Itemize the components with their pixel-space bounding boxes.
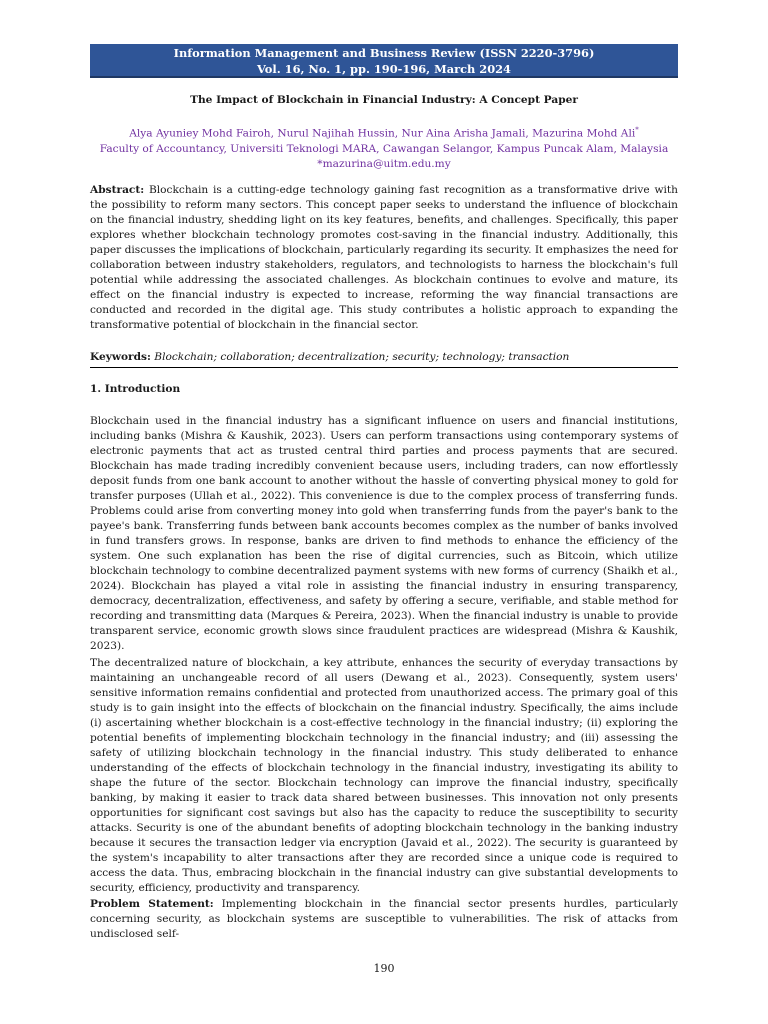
corresponding-author-mark: * — [635, 126, 639, 134]
journal-header — [90, 44, 678, 78]
section-heading: 1. Introduction — [90, 383, 181, 395]
author-list — [90, 123, 678, 142]
keywords — [90, 350, 678, 365]
problem-statement-text: Implementing blockchain in the financial sector presents hurdles, particularly concerning security, as blockchain systems are susceptible to vulnerabilities. The risk of attacks from undisclosed self- — [90, 898, 678, 940]
keywords-label: Keywords: — [90, 351, 151, 363]
journal-volume: Vol. 16, No. 1, pp. 190-196, March 2024 — [257, 61, 511, 76]
problem-statement-paragraph — [90, 897, 678, 942]
abstract-label: Abstract: — [90, 184, 145, 196]
body-paragraph: Blockchain used in the financial industry has a significant influence on users and financial institutions, including banks (Mishra & Kaushik, 2023). Users can perform transactions using contemporary systems of electronic payments that act as trusted central third parties and process payments that are secured. Blockchain has made trading incredibly convenient because users, including traders, can now effortlessly deposit funds from one bank account to another without the hassle of converting physical money to gold for transfer purposes (Ullah et al., 2022). This convenience is due to the complex process of transferring funds. Problems could arise from converting money into gold when transferring funds from the payer's bank to the payee's bank. Transferring funds between bank accounts becomes complex as the number of banks involved in fund transfers grows. In response, banks are driven to find methods to enhance the efficiency of the system. One such explanation has been the rise of digital currencies, such as Bitcoin, which utilize blockchain technology to combine decentralized payment systems with new forms of currency (Shaikh et al., 2024). Blockchain has played a vital role in assisting the financial industry in ensuring transparency, democracy, decentralization, effectiveness, and safety by offering a secure, verifiable, and stable method for recording and transmitting data (Marques & Pereira, 2023). When the financial industry is unable to provide transparent service, economic growth slows since fraudulent practices are widespread (Mishra & Kaushik, 2023). — [90, 415, 678, 652]
author-names: Alya Ayuniey Mohd Fairoh, Nurul Najihah Hussin, Nur Aina Arisha Jamali, Mazurina Mohd Ali — [129, 127, 636, 140]
abstract-text: Blockchain is a cutting-edge technology gaining fast recognition as a transformative drive with the possibility to reform many sectors. This concept paper seeks to understand the influence of blockchain on the financial industry, shedding light on its key features, benefits, and challenges. Specifically, this paper explores whether blockchain technology promotes cost-saving in the financial industry. Additionally, this paper discusses the implications of blockchain, particularly regarding its security. It emphasizes the need for collaboration between industry stakeholders, regulators, and technologists to harness the blockchain's full potential while addressing the associated challenges. As blockchain continues to evolve and mature, its effect on the financial industry is expected to increase, reforming the way financial transactions are conducted and recorded in the digital age. This study contributes a holistic approach to expanding the transformative potential of blockchain in the financial sector. — [90, 184, 678, 331]
paper-title: The Impact of Blockchain in Financial Industry: A Concept Paper — [190, 94, 578, 106]
keywords-text: Blockchain; collaboration; decentralization; security; technology; transaction — [154, 351, 570, 363]
journal-name: Information Management and Business Review (ISSN 2220-3796) — [173, 46, 595, 60]
affiliation: Faculty of Accountancy, Universiti Teknologi MARA, Cawangan Selangor, Kampus Puncak Alam, Malaysia — [99, 142, 669, 155]
abstract — [90, 183, 678, 333]
problem-statement-label: Problem Statement: — [90, 898, 214, 910]
body-paragraph: The decentralized nature of blockchain, a key attribute, enhances the security of everyday transactions by maintaining an unchangeable record of all users (Dewang et al., 2023). Consequently, system users' sensitive information remains confidential and protected from unauthorized access. The primary goal of this study is to gain insight into the effects of blockchain on the financial industry. Specifically, the aims include (i) ascertaining whether blockchain is a cost-effective technology in the financial industry; (ii) exploring the potential benefits of implementing blockchain technology in the financial industry; and (iii) assessing the safety of utilizing blockchain technology in the financial industry. This study deliberated to enhance understanding of the effects of blockchain technology in the financial industry, investigating its ability to shape the future of the sector. Blockchain technology can improve the financial industry, specifically banking, by making it easier to track data shared between businesses. This innovation not only presents opportunities for significant cost savings but also has the capacity to reduce the susceptibility to security attacks. Security is one of the abundant benefits of adopting blockchain technology in the banking industry because it secures the transaction ledger via encryption (Javaid et al., 2022). The security is guaranteed by the system's incapability to alter transactions after they are recorded since a unique code is required to access the data. Thus, embracing blockchain in the financial industry can give substantial developments to security, efficiency, productivity and transparency. — [90, 657, 678, 894]
author-block — [90, 123, 678, 172]
author-email[interactable]: *mazurina@uitm.edu.my — [317, 157, 451, 170]
keywords-divider — [90, 367, 678, 368]
page-number: 190 — [373, 962, 395, 975]
